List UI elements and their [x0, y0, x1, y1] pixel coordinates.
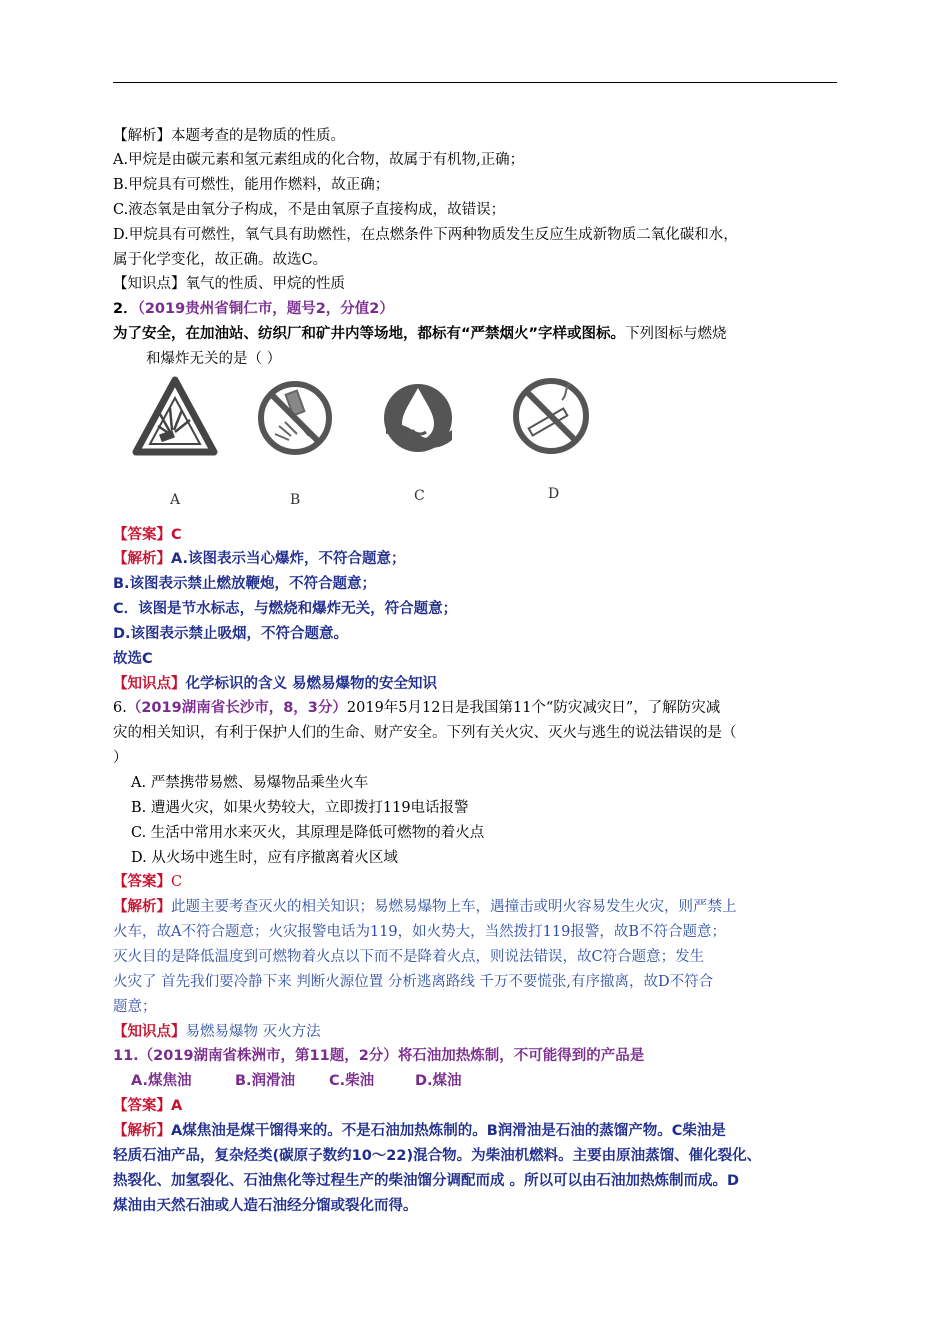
q6-analysis-line5: 题意； [113, 999, 157, 1015]
q2-header [113, 299, 394, 319]
q2-stem [113, 324, 727, 344]
q6-stem-line3: ） [113, 750, 128, 766]
q2-source: （2019贵州省铜仁市，题号2，分值2） [137, 301, 394, 317]
header-rule [113, 82, 837, 83]
q2-stem-rest: 下列图标与燃烧 [625, 326, 727, 342]
q2-analysis-c: C．该图是节水标志，与燃烧和爆炸无关，符合题意； [113, 601, 458, 617]
q11-option-a: A.煤焦油 [131, 1073, 192, 1089]
q6-option-a: A. 严禁携带易燃、易爆物品乘坐火车 [131, 775, 369, 791]
q1-line-b: B.甲烷具有可燃性，能用作燃料，故正确； [113, 177, 390, 193]
q2-number: 2． [113, 301, 138, 317]
q6-answer-value: C [171, 874, 183, 890]
q2-analysis-a-text: A.该图表示当心爆炸，不符合题意； [171, 551, 406, 567]
q1-knowledge-text: 氧气的性质、甲烷的性质 [185, 276, 345, 292]
q6-knowledge-text: 易燃易爆物 灭火方法 [185, 1024, 321, 1040]
q6-stem1: 2019年5月12日是我国第11个“防灾减灾日”，了解防灾减 [346, 700, 721, 716]
q11-option-b: B.润滑油 [235, 1073, 296, 1089]
q2-conclusion: 故选C [113, 651, 153, 667]
q6-source: （2019湖南省长沙市，8，3分） [126, 700, 347, 716]
q6-answer-label: 【答案】 [113, 874, 171, 890]
no-smoking-sign-icon [510, 374, 592, 484]
q2-stem-line2: 和爆炸无关的是（ ） [146, 351, 282, 367]
q2-knowledge-label: 【知识点】 [113, 676, 186, 692]
q1-line-d1: D.甲烷具有可燃性，氧气具有助燃性，在点燃条件下两种物质发生反应生成新物质二氧化碳和水， [113, 227, 738, 243]
q2-analysis-label: 【解析】 [113, 551, 171, 567]
q1-knowledge-label: 【知识点】 [113, 276, 186, 292]
q6-analysis1: 此题主要考查灭火的相关知识；易燃易爆物上车，遇撞击或明火容易发生火灾，则严禁上 [171, 899, 737, 915]
q11-answer-label: 【答案】 [113, 1098, 171, 1114]
q6-stem-line1 [113, 698, 720, 718]
q2-analysis-b: B.该图表示禁止燃放鞭炮，不符合题意； [113, 576, 377, 592]
q2-knowledge-text: 化学标识的含义 易燃易爆物的安全知识 [185, 676, 438, 692]
q1-knowledge [113, 274, 345, 294]
image-label-a: A [170, 492, 181, 508]
q6-knowledge-label: 【知识点】 [113, 1024, 186, 1040]
q11-stem [113, 1046, 644, 1066]
q11-analysis-line1 [113, 1121, 726, 1141]
q2-answer-label: 【答案】 [113, 527, 171, 543]
image-label-c: C [414, 488, 425, 504]
q2-answer-value: C [171, 527, 182, 543]
q1-line-d2: 属于化学变化，故正确。故选C。 [113, 252, 328, 268]
q1-analysis-label: 【解析】 [113, 128, 171, 144]
q2-knowledge [113, 674, 437, 694]
image-label-d: D [548, 486, 560, 502]
q11-analysis-line4: 煤油由天然石油或人造石油经分馏或裂化而得。 [113, 1198, 418, 1214]
explosion-warning-sign-icon [130, 374, 220, 484]
q6-analysis-line1 [113, 897, 737, 917]
no-firecrackers-sign-icon [255, 374, 335, 484]
q11-analysis-label: 【解析】 [113, 1123, 171, 1139]
q6-analysis-line2: 火车，故A不符合题意；火灾报警电话为119，如火势大，当然拨打119报警，故B不符合题意； [113, 924, 726, 940]
q6-option-c: C. 生活中常用水来灭火，其原理是降低可燃物的着火点 [131, 825, 485, 841]
q6-analysis-line3: 灭火目的是降低温度到可燃物着火点以下而不是降着火点，则说法错误，故C符合题意；发生 [113, 949, 705, 965]
q11-options [131, 1071, 462, 1091]
q6-knowledge [113, 1022, 321, 1042]
q11-answer [113, 1096, 182, 1116]
q11-option-d: D.煤油 [415, 1073, 462, 1089]
q6-option-d: D. 从火场中逃生时，应有序撤离着火区域 [131, 850, 398, 866]
q2-analysis-d: D.该图表示禁止吸烟，不符合题意。 [113, 626, 349, 642]
q2-answer [113, 525, 182, 545]
q11-number-source: 11.（2019湖南省株洲市，第11题，2分） [113, 1048, 398, 1064]
q2-analysis-a [113, 549, 406, 569]
q6-stem-line2: 灾的相关知识，有利于保护人们的生命、财产安全。下列有关火灾、灭火与逃生的说法错误的是（ [113, 725, 737, 741]
water-saving-sign-icon [378, 374, 458, 484]
q1-line-c: C.液态氧是由氧分子构成，不是由氧原子直接构成，故错误； [113, 202, 506, 218]
q11-option-c: C.柴油 [329, 1073, 375, 1089]
q6-answer [113, 872, 182, 892]
q11-answer-value: A [171, 1098, 183, 1114]
q6-option-b: B. 遭遇火灾，如果火势较大，立即拨打119电话报警 [131, 800, 469, 816]
image-label-b: B [290, 492, 301, 508]
q6-analysis-line4: 火灾了 首先我们要冷静下来 判断火源位置 分析逃离路线 千万不要慌张,有序撤离，故D不符合 [113, 974, 714, 990]
q1-line-a: A.甲烷是由碳元素和氢元素组成的化合物，故属于有机物,正确； [113, 152, 525, 168]
q11-analysis1: A煤焦油是煤干馏得来的。不是石油加热炼制的。B润滑油是石油的蒸馏产物。C柴油是 [171, 1123, 726, 1139]
q2-stem-bold: 为了安全，在加油站、纺织厂和矿井内等场地，都标有“严禁烟火”字样或图标。 [113, 326, 626, 342]
q1-analysis-line [113, 126, 345, 146]
q6-analysis-label: 【解析】 [113, 899, 171, 915]
q6-number: 6. [113, 700, 127, 716]
q11-analysis-line3: 热裂化、加氢裂化、石油焦化等过程生产的柴油馏分调配而成 。所以可以由石油加热炼制而成。D [113, 1173, 740, 1189]
q1-analysis-text: 本题考查的是物质的性质。 [171, 128, 345, 144]
q11-stem-text: 将石油加热炼制，不可能得到的产品是 [397, 1048, 645, 1064]
q11-analysis-line2: 轻质石油产品，复杂烃类(碳原子数约10～22)混合物。为柴油机燃料。主要由原油蒸馏、催化裂化、 [113, 1148, 762, 1164]
